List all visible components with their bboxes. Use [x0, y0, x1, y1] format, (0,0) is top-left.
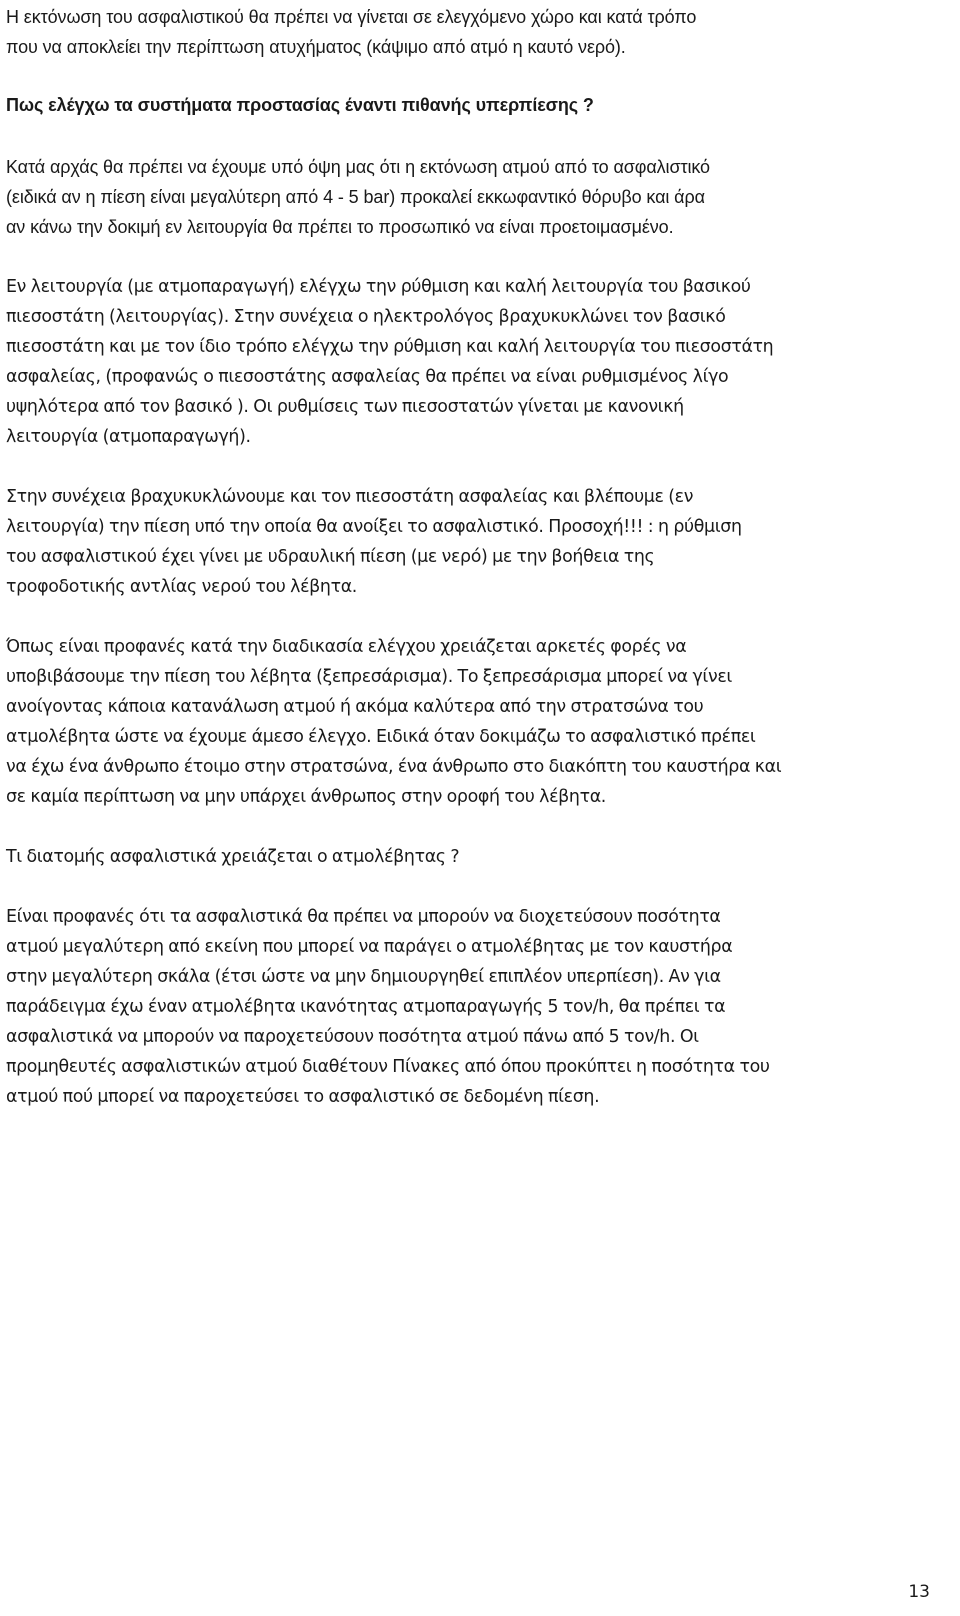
text-line: Τι διατομής ασφαλιστικά χρειάζεται ο ατμολέβητας ? — [6, 847, 460, 867]
text-line: που να αποκλείει την περίπτωση ατυχήματος (κάψιμο από ατμό η καυτό νερό). — [6, 37, 626, 57]
text-line: (ειδικά αν η πίεση είναι μεγαλύτερη από 4 - 5 bar) προκαλεί εκκωφαντικό θόρυβο και άρα — [6, 187, 705, 207]
text-line: Όπως είναι προφανές κατά την διαδικασία ελέγχου χρειάζεται αρκετές φορές να — [6, 637, 687, 657]
text-line: υποβιβάσουμε την πίεση του λέβητα (ξεπρεσάρισμα). Το ξεπρεσάρισμα μπορεί να γίνει — [6, 667, 732, 687]
paragraph-safety-switch — [6, 482, 952, 602]
text-line: πιεσοστάτη και με τον ίδιο τρόπο ελέγχω την ρύθμιση και καλή λειτουργία του πιεσοστάτη — [6, 337, 774, 357]
text-line: πιεσοστάτη (λειτουργίας). Στην συνέχεια ο ηλεκτρολόγος βραχυκυκλώνει τον βασικό — [6, 307, 726, 327]
text-line: ατμού μεγαλύτερη από εκείνη που μπορεί να παράγει ο ατμολέβητας με τον καυστήρα — [6, 937, 733, 957]
section-heading — [6, 90, 952, 120]
paragraph-pressure-switch — [6, 272, 952, 452]
paragraph-depressurizing — [6, 632, 952, 812]
text-line: ασφαλείας, (προφανώς ο πιεσοστάτης ασφαλείας θα πρέπει να είναι ρυθμισμένος λίγο — [6, 367, 729, 387]
text-line: ατμού πού μπορεί να παροχετεύσει το ασφαλιστικό σε δεδομένη πίεση. — [6, 1087, 600, 1107]
paragraph-valve-capacity — [6, 902, 952, 1112]
text-line: στην μεγαλύτερη σκάλα (έτσι ώστε να μην δημιουργηθεί επιπλέον υπερπίεση). Αν για — [6, 967, 721, 987]
question-heading — [6, 842, 952, 872]
text-line: λειτουργία (ατμοπαραγωγή). — [6, 427, 251, 447]
page-number: 13 — [908, 1582, 930, 1602]
paragraph-warning — [6, 152, 952, 242]
text-line: Είναι προφανές ότι τα ασφαλιστικά θα πρέπει να μπορούν να διοχετεύσουν ποσότητα — [6, 907, 721, 927]
text-line: Εν λειτουργία (με ατμοπαραγωγή) ελέγχω την ρύθμιση και καλή λειτουργία του βασικού — [6, 277, 751, 297]
text-line: σε καμία περίπτωση να μην υπάρχει άνθρωπος στην οροφή του λέβητα. — [6, 787, 606, 807]
text-line: υψηλότερα από τον βασικό ). Οι ρυθμίσεις των πιεσοστατών γίνεται με κανονική — [6, 397, 684, 417]
heading-text: Πως ελέγχω τα συστήματα προστασίας έναντι πιθανής υπερπίεσης ? — [6, 95, 594, 115]
text-line: ατμολέβητα ώστε να έχουμε άμεσο έλεγχο. Ειδικά όταν δοκιμάζω το ασφαλιστικό πρέπει — [6, 727, 756, 747]
text-line: Η εκτόνωση του ασφαλιστικού θα πρέπει να γίνεται σε ελεγχόμενο χώρο και κατά τρόπο — [6, 7, 697, 27]
text-line: παράδειγμα έχω έναν ατμολέβητα ικανότητας ατμοπαραγωγής 5 τον/h, θα πρέπει τα — [6, 997, 726, 1017]
text-line: Κατά αρχάς θα πρέπει να έχουμε υπό όψη μας ότι η εκτόνωση ατμού από το ασφαλιστικό — [6, 157, 710, 177]
document-page — [6, 2, 952, 1112]
text-line: να έχω ένα άνθρωπο έτοιμο στην στρατσώνα, ένα άνθρωπο στο διακόπτη του καυστήρα και — [6, 757, 782, 777]
text-line: αν κάνω την δοκιμή εν λειτουργία θα πρέπει το προσωπικό να είναι προετοιμασμένο. — [6, 217, 674, 237]
text-line: ανοίγοντας κάποια κατανάλωση ατμού ή ακόμα καλύτερα από την στρατσώνα του — [6, 697, 704, 717]
text-line: Στην συνέχεια βραχυκυκλώνουμε και τον πιεσοστάτη ασφαλείας και βλέπουμε (εν — [6, 487, 694, 507]
paragraph-intro — [6, 2, 952, 62]
text-line: λειτουργία) την πίεση υπό την οποία θα ανοίξει το ασφαλιστικό. Προσοχή!!! : η ρύθμιση — [6, 517, 742, 537]
text-line: προμηθευτές ασφαλιστικών ατμού διαθέτουν Πίνακες από όπου προκύπτει η ποσότητα του — [6, 1057, 770, 1077]
text-line: τροφοδοτικής αντλίας νερού του λέβητα. — [6, 577, 357, 597]
text-line: του ασφαλιστικού έχει γίνει με υδραυλική πίεση (με νερό) με την βοήθεια της — [6, 547, 655, 567]
text-line: ασφαλιστικά να μπορούν να παροχετεύσουν ποσότητα ατμού πάνω από 5 τον/h. Οι — [6, 1027, 699, 1047]
